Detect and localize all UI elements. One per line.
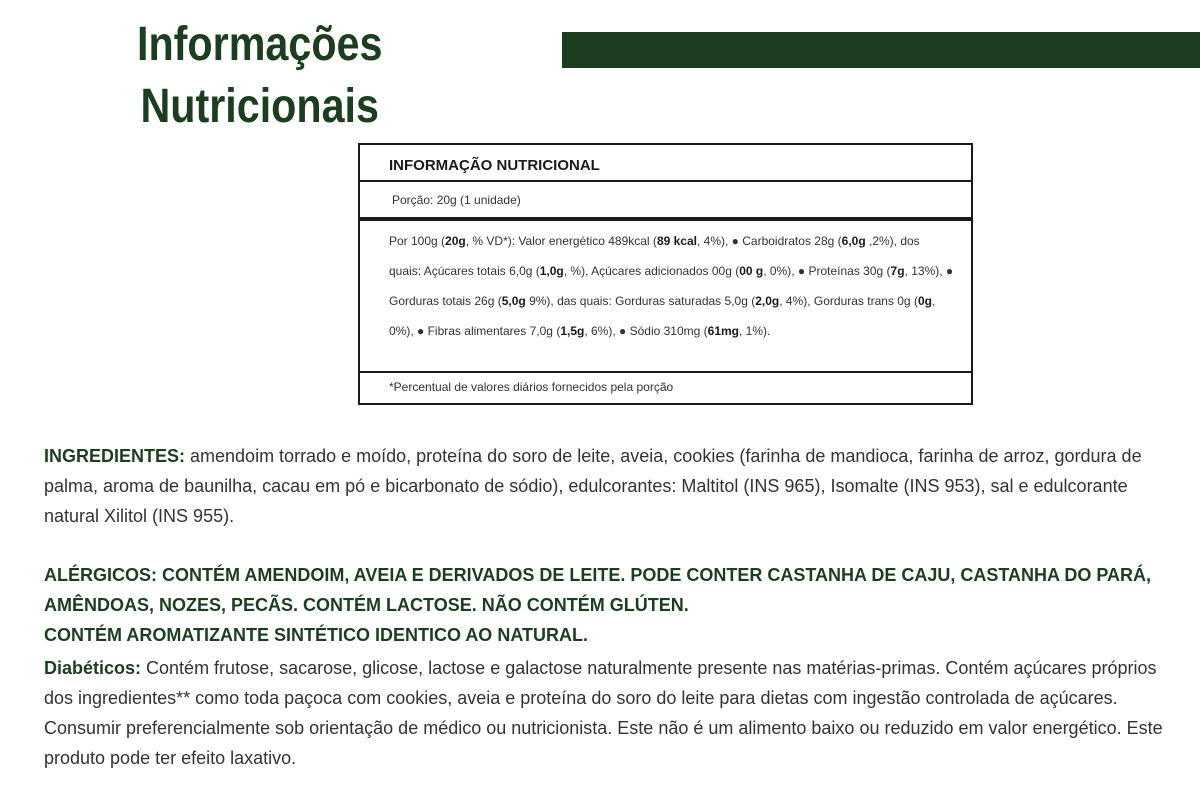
nutrient-portion-value: 1,5g [560, 324, 585, 338]
nutrient-portion-value: 7g [890, 264, 905, 278]
nutrient-text: , % VD*): Valor energético 489kcal ( [465, 234, 657, 248]
allergens-section [44, 560, 1164, 650]
ingredients-text: amendoim torrado e moído, proteína do soro de leite, aveia, cookies (farinha de mandioca, farinha de arroz, gordura de palma, aroma de baunilha, cacau em pó e bicarbonato de sódio), edulcorantes: Maltitol (INS 965), Isomalte (INS 953), sal e edulcorante natural Xilitol (INS 955). [44, 446, 1142, 526]
nutrition-values [360, 221, 971, 373]
nutrient-text: 9%), das quais: Gorduras saturadas 5,0g ( [525, 294, 756, 308]
nutrient-portion-value: 89 kcal [656, 234, 697, 248]
nutrient-text: ,2%), dos quais: Açúcares totais 6,0g ( [389, 234, 920, 278]
nutrient-text: , 4%), ● Carboidratos 28g ( [696, 234, 842, 248]
diabetics-label: Diabéticos: [44, 658, 142, 678]
nutrition-footnote: *Percentual de valores diários fornecidos pela porção [389, 380, 674, 394]
diabetics-text: Contém frutose, sacarose, glicose, lactose e galactose naturalmente presente nas matérias-primas. Contém açúcares próprios dos ingredientes** como toda paçoca com cookies, aveia e proteína do soro do leite para dietas com ingestão controlada de açúcares. Consumir preferencialmente sob orientação de médico ou nutricionista. Este não é um alimento baixo ou reduzido em valor energético. Este produto pode ter efeito laxativo. [44, 658, 1163, 768]
diabetics-section [44, 653, 1164, 773]
nutrition-table [358, 143, 973, 405]
nutrient-portion-value: 1,0g [539, 264, 564, 278]
ingredients-label: INGREDIENTES: [44, 446, 186, 466]
nutrient-portion-value: 61mg [707, 324, 739, 338]
flavoring-warning: CONTÉM AROMATIZANTE SINTÉTICO IDENTICO AO NATURAL. [44, 625, 588, 645]
title-line-2: Nutricionais [140, 80, 379, 133]
allergens-warning: ALÉRGICOS: CONTÉM AMENDOIM, AVEIA E DERIVADOS DE LEITE. PODE CONTER CASTANHA DE CAJU, CASTANHA DO PARÁ, AMÊNDOAS, NOZES, PECÃS. CONTÉM LACTOSE. NÃO CONTÉM GLÚTEN. [44, 565, 1152, 615]
nutrient-text: , 13%), ● Gorduras totais 26g ( [389, 264, 954, 308]
nutrient-portion-value: 20g [445, 234, 466, 248]
nutrient-text: , 6%), ● Sódio 310mg ( [584, 324, 708, 338]
nutrient-text: , %), Açúcares adicionados 00g ( [563, 264, 740, 278]
ingredients-section [44, 441, 1164, 531]
portion-size: Porção: 20g (1 unidade) [360, 182, 971, 221]
nutrient-portion-value: 2,0g [755, 294, 780, 308]
nutrient-portion-value: 5,0g [501, 294, 526, 308]
nutrient-portion-value: 0g [917, 294, 932, 308]
nutrient-text: , 0%), ● Proteínas 30g ( [763, 264, 891, 278]
header-accent-bar [562, 32, 1200, 68]
nutrient-text: , 0%), ● Fibras alimentares 7,0g ( [389, 294, 936, 338]
nutrient-text: , 4%), Gorduras trans 0g ( [779, 294, 918, 308]
nutrition-table-heading: INFORMAÇÃO NUTRICIONAL [360, 145, 971, 182]
nutrient-text: Por 100g ( [389, 234, 446, 248]
nutrient-portion-value: 6,0g [841, 234, 866, 248]
title-line-1: Informações [137, 18, 383, 71]
nutrient-text: , 1%). [739, 324, 771, 338]
page-title [137, 14, 382, 138]
nutrient-portion-value: 00 g [739, 264, 764, 278]
